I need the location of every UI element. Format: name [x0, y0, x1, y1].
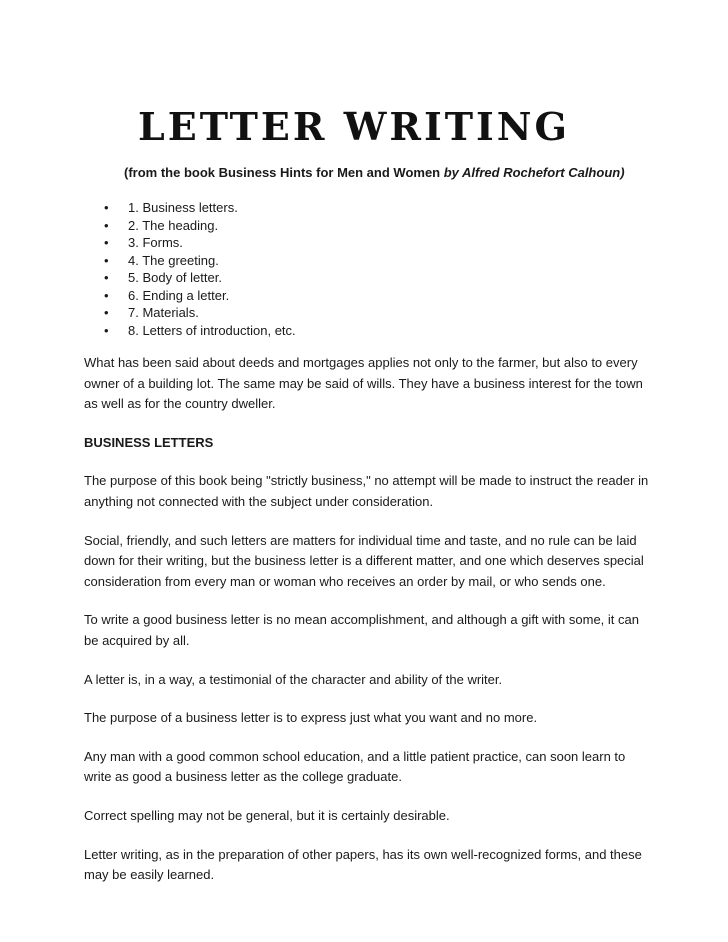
page-title	[0, 104, 728, 150]
list-item-text: 1. Business letters.	[128, 200, 238, 215]
subtitle-source: (from the book Business Hints for Men and Women	[124, 165, 444, 180]
paragraph: Letter writing, as in the preparation of other papers, has its own well-recognized forms, and these may be easily learned.	[84, 846, 642, 883]
list-item	[104, 252, 296, 270]
list-item	[104, 217, 296, 235]
list-item-text: 7. Materials.	[128, 305, 199, 320]
bullet-icon: •	[104, 322, 109, 338]
paragraph: Social, friendly, and such letters are matters for individual time and taste, and no rule can be laid down for their writing, but the business letter is a different matter, and one which deserves special consideration from every man or woman who receives an order by mail, or who sends one.	[84, 532, 644, 589]
subtitle	[124, 164, 684, 182]
list-item-text: 5. Body of letter.	[128, 270, 222, 285]
paragraph: Correct spelling may not be general, but it is certainly desirable.	[84, 807, 450, 823]
list-item-text: 3. Forms.	[128, 235, 183, 250]
list-item	[104, 269, 296, 287]
subtitle-author: by Alfred Rochefort Calhoun)	[443, 165, 625, 180]
section-heading: BUSINESS LETTERS	[84, 434, 214, 450]
paragraph: A letter is, in a way, a testimonial of the character and ability of the writer.	[84, 671, 503, 687]
paragraph: Any man with a good common school education, and a little patient practice, can soon learn to write as good a business letter as the college graduate.	[84, 748, 626, 785]
paragraph: What has been said about deeds and mortgages applies not only to the farmer, but also to every owner of a building lot. The same may be said of wills. They have a business interest for the town as well as for the country dweller.	[84, 355, 643, 412]
bullet-icon: •	[104, 235, 109, 250]
paragraph: The purpose of a business letter is to express just what you want and no more.	[84, 710, 538, 726]
bullet-icon: •	[104, 217, 109, 233]
list-item-text: 4. The greeting.	[128, 252, 219, 268]
body-text	[84, 353, 654, 904]
table-of-contents	[104, 199, 296, 339]
list-item	[104, 322, 296, 340]
paragraph: To write a good business letter is no mean accomplishment, and although a gift with some, it can be acquired by all.	[84, 612, 639, 648]
list-item-text: 2. The heading.	[128, 217, 219, 233]
bullet-icon: •	[104, 287, 109, 303]
bullet-icon: •	[104, 200, 109, 215]
page-title-text: LETTER WRITING	[138, 104, 570, 149]
bullet-icon: •	[104, 252, 109, 268]
bullet-icon: •	[104, 270, 109, 285]
list-item-text: 8. Letters of introduction, etc.	[128, 322, 296, 338]
bullet-icon: •	[104, 305, 109, 320]
list-item	[104, 234, 296, 252]
list-item	[104, 199, 296, 217]
paragraph: The purpose of this book being "strictly business," no attempt will be made to instruct the reader in anything not connected with the subject under consideration.	[84, 473, 649, 509]
list-item-text: 6. Ending a letter.	[128, 287, 230, 303]
list-item	[104, 287, 296, 305]
list-item	[104, 304, 296, 322]
